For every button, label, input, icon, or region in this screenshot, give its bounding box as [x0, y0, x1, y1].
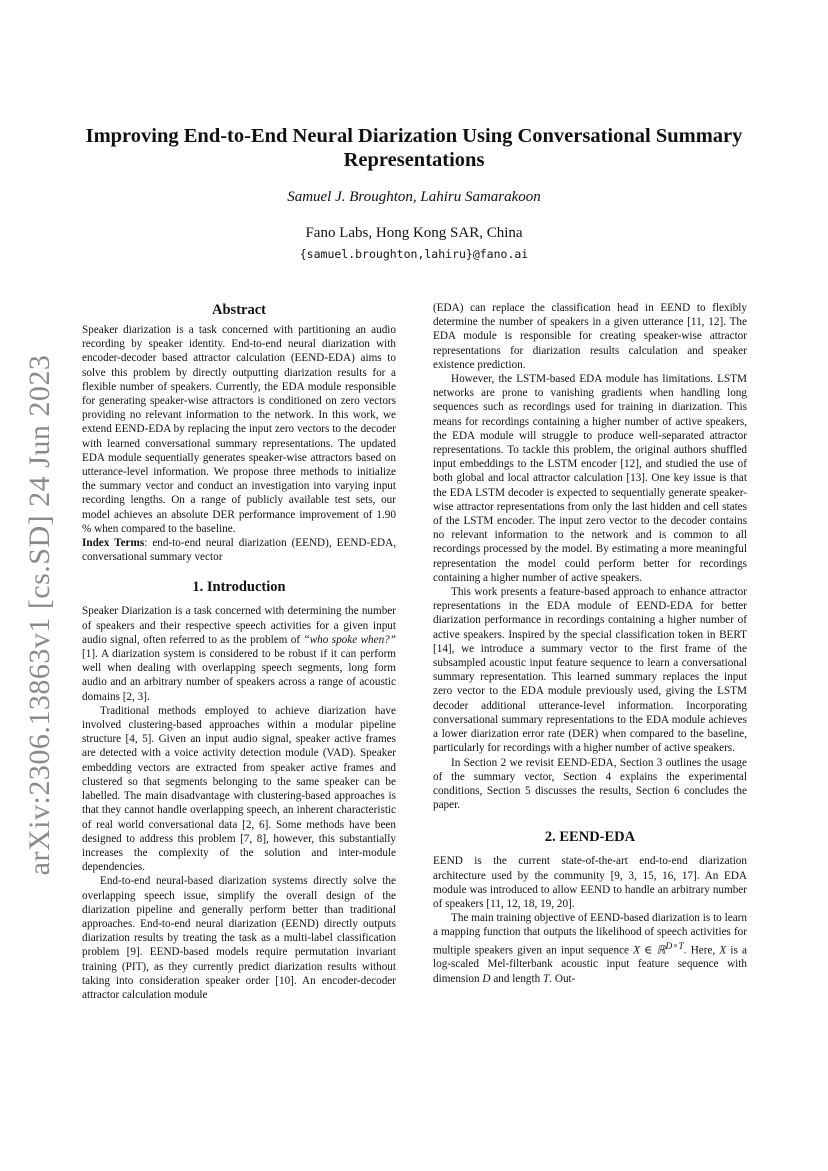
intro-p1-quote: “who spoke when?” — [303, 633, 397, 646]
eend-paragraph-1: EEND is the current state-of-the-art end-to-end diarization architecture used by the community [9, 3, 15, 16, 17]. An EDA module was introduced to allow EEND to handle an arbitrary number of speakers [11, 12, 18, 19, 20]. — [433, 855, 747, 910]
right-column — [433, 301, 747, 986]
intro-paragraph-7: In Section 2 we revisit EEND-EDA, Section 3 outlines the usage of the summary vector, Section 4 explains the experimental conditions, Section 5 discusses the results, Section 6 concludes the paper. — [433, 756, 747, 812]
intro-paragraph-2: Traditional methods employed to achieve diarization have involved clustering-based approaches within a modular pipeline structure [4, 5]. Given an input audio signal, speaker active frames are detected with a voice activity detection module (VAD). Speaker embedding vectors are extracted from speaker active frames and clustered so that segments belonging to the same speaker can be labelled. The main disadvantage with clustering-based approaches is that they cannot handle overlapping speech, an inherent characteristic of real world conversational data [2, 6]. Some methods have been designed to address this problem [7, 8], however, this substantially increases the complexity of the solution and inter-module dependencies. — [82, 704, 396, 874]
math-t: T — [543, 972, 550, 985]
math-input-sequence: X ∈ ℝ — [633, 944, 666, 957]
eend-p2-text-e: and length — [490, 972, 544, 985]
introduction-heading: 1. Introduction — [192, 579, 286, 596]
abstract-heading: Abstract — [212, 302, 266, 318]
paper-email: {samuel.broughton,lahiru}@fano.ai — [299, 247, 529, 261]
intro-paragraph-1 — [82, 604, 396, 703]
arxiv-identifier: arXiv:2306.13863v1 [cs.SD] 24 Jun 2023 — [23, 354, 56, 876]
paper-title: Improving End-to-End Neural Diarization Using Conversational Summary Representations — [85, 125, 743, 171]
abstract-text: Speaker diarization is a task concerned with partitioning an audio recording by speaker identity. End-to-end neural diarization with encoder-decoder based attractor calculation (EEND-EDA) aims to solve this problem by directly outputting diarization results for a flexible number of speakers. Currently, the EDA module responsible for generating speaker-wise attractors is conditioned on zero vectors providing no relevant information to the network. In this work, we extend EEND-EDA by replacing the input zero vectors to the decoder with learned conversational summary representations. The updated EDA module sequentially generates speaker-wise attractors based on utterance-level information. We propose three methods to initialize the summary vector and conduct an investigation into varying input recording lengths. On a range of publicly available test sets, our model achieves an absolute DER performance improvement of 1.90 % when compared to the baseline. — [82, 324, 396, 535]
eend-p2-text-c: is a log-scaled Mel-filterbank acoustic input feature sequence with dimension — [433, 944, 747, 985]
eend-p2-text: The main training objective of EEND-based diarization is to learn a mapping function that outputs the likelihood of speech activities for multiple speakers given an input sequence — [433, 912, 747, 957]
left-column — [82, 301, 396, 1002]
index-terms-text: : end-to-end neural diarization (EEND), EEND-EDA, conversational summary vector — [82, 537, 396, 564]
intro-p1-text-end: [1]. A diarization system is considered to be robust if it can perform well when dealing with overlapping speech segments, long form audio and an arbitrary number of speakers across a range of acoustic domains [2, 3]. — [82, 648, 396, 703]
eend-p2-text-b: . Here, — [683, 944, 720, 957]
intro-paragraph-3: End-to-end neural-based diarization systems directly solve the overlapping speech issue, simplify the overall design of the diarization pipeline and generally perform better than traditional approaches. End-to-end neural diarization (EEND) directly outputs diarization results by treating the task as a multi-label classification problem [9]. EEND-based models require permutation invariant training (PIT), as they currently predict diarization results without taking into consideration speaker order [10]. An encoder-decoder attractor calculation module — [82, 875, 396, 1001]
arxiv-sidebar-stamp — [18, 354, 62, 876]
math-x: X — [719, 944, 727, 957]
eend-p2-text-f: . Out- — [549, 972, 576, 985]
math-d: D — [482, 972, 491, 985]
intro-paragraph-6: This work presents a feature-based approach to enhance attractor representations in the EDA module of EEND-EDA for better diarization performance in recordings containing a higher number of active speakers. Inspired by the special classification token in BERT [14], we introduce a summary vector to the first frame of the subsampled acoustic input feature sequence to learn a conversational summary representation. This learned summary replaces the input zero vector to the EDA module previously used, giving the LSTM decoder additional utterance-level information. Incorporating conversational summary representations to the EDA module achieves a lower diarization error rate (DER) when compared to the baseline, particularly for recordings with a higher number of active speakers. — [433, 586, 747, 755]
paper-authors: Samuel J. Broughton, Lahiru Samarakoon — [287, 189, 541, 205]
intro-p1-text: Speaker Diarization is a task concerned with determining the number of speakers and their respective speech activities for a given input audio signal, often referred to as the problem of — [82, 605, 396, 646]
eend-paragraph-2 — [433, 911, 747, 986]
math-superscript: D×T — [665, 941, 684, 952]
intro-paragraph-4: (EDA) can replace the classification head in EEND to flexibly determine the number of speakers in a given utterance [11, 12]. The EDA module is responsible for creating speaker-wise attractor representations for diarization results calculation and speaker existence prediction. — [433, 302, 747, 371]
intro-paragraph-5: However, the LSTM-based EDA module has limitations. LSTM networks are prone to vanishing gradients when handling long sequences such as recordings used for training in diarization. This means for recordings containing a higher number of active speakers, the EDA module will struggle to produce well-separated attractor representations. To tackle this problem, the original authors shuffled input embeddings to the LSTM encoder [12], and studied the use of both global and local attractor calculation [13]. One key issue is that the EDA LSTM decoder is expected to sequentially generate speaker-wise attractor representations from only the last hidden and cell states of the LSTM encoder. The input zero vector to the decoder contains no relevant information to the network and is common to all recordings processed by the model. By estimating a more meaningful representation the model could perform better for recordings containing a higher number of active speakers. — [433, 373, 747, 584]
index-terms-label: Index Terms — [82, 537, 145, 550]
paper-affiliation: Fano Labs, Hong Kong SAR, China — [305, 225, 523, 241]
eend-eda-heading: 2. EEND-EDA — [544, 829, 636, 846]
index-terms — [82, 536, 396, 564]
